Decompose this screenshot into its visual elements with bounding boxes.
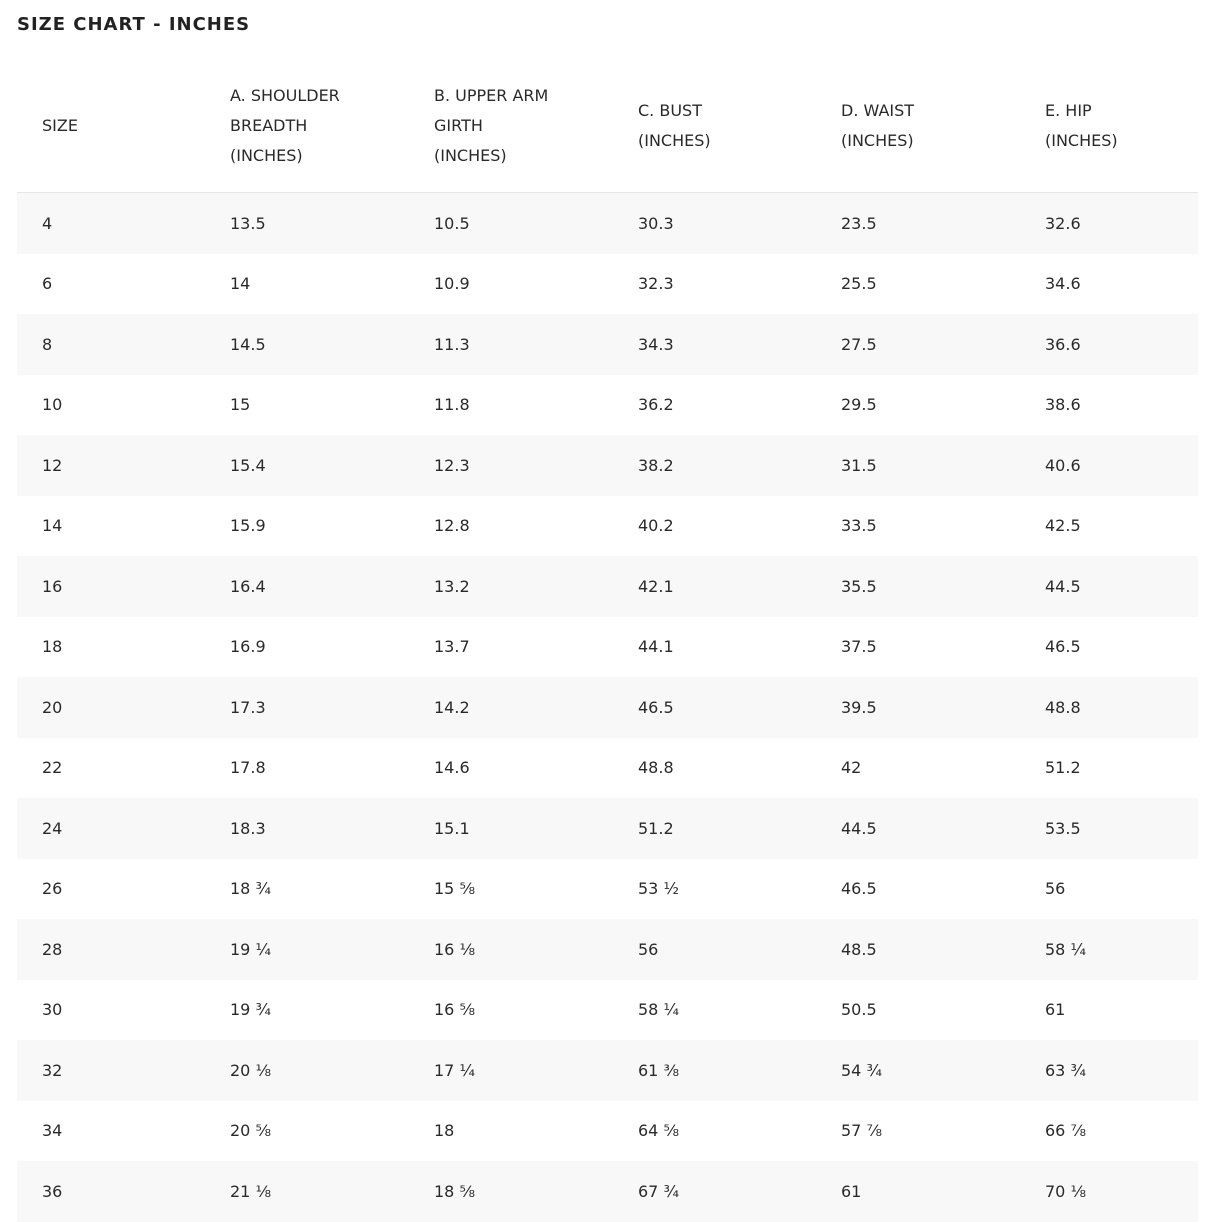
cell-upper-arm-girth: 14.6 bbox=[409, 738, 613, 799]
table-row bbox=[17, 798, 1198, 859]
cell-hip: 51.2 bbox=[1020, 738, 1198, 799]
cell-shoulder-breadth: 19 ¾ bbox=[205, 980, 409, 1041]
cell-shoulder-breadth: 18 ¾ bbox=[205, 859, 409, 920]
cell-size: 30 bbox=[17, 980, 205, 1041]
cell-shoulder-breadth: 14 bbox=[205, 254, 409, 315]
cell-size: 20 bbox=[17, 677, 205, 738]
cell-shoulder-breadth: 17.8 bbox=[205, 738, 409, 799]
cell-hip: 53.5 bbox=[1020, 798, 1198, 859]
cell-waist: 54 ¾ bbox=[816, 1040, 1020, 1101]
table-row bbox=[17, 617, 1198, 678]
cell-hip: 38.6 bbox=[1020, 375, 1198, 436]
cell-size: 4 bbox=[17, 193, 205, 254]
cell-bust: 64 ⅝ bbox=[613, 1101, 816, 1162]
cell-hip: 36.6 bbox=[1020, 314, 1198, 375]
cell-upper-arm-girth: 13.7 bbox=[409, 617, 613, 678]
cell-shoulder-breadth: 14.5 bbox=[205, 314, 409, 375]
cell-hip: 32.6 bbox=[1020, 193, 1198, 254]
cell-hip: 34.6 bbox=[1020, 254, 1198, 315]
cell-waist: 25.5 bbox=[816, 254, 1020, 315]
cell-waist: 48.5 bbox=[816, 919, 1020, 980]
cell-bust: 42.1 bbox=[613, 556, 816, 617]
cell-upper-arm-girth: 14.2 bbox=[409, 677, 613, 738]
cell-waist: 57 ⅞ bbox=[816, 1101, 1020, 1162]
cell-upper-arm-girth: 16 ⅝ bbox=[409, 980, 613, 1041]
cell-shoulder-breadth: 15.9 bbox=[205, 496, 409, 557]
cell-bust: 32.3 bbox=[613, 254, 816, 315]
cell-hip: 61 bbox=[1020, 980, 1198, 1041]
cell-upper-arm-girth: 18 bbox=[409, 1101, 613, 1162]
cell-shoulder-breadth: 16.9 bbox=[205, 617, 409, 678]
cell-upper-arm-girth: 12.8 bbox=[409, 496, 613, 557]
cell-size: 26 bbox=[17, 859, 205, 920]
cell-upper-arm-girth: 11.3 bbox=[409, 314, 613, 375]
cell-shoulder-breadth: 18.3 bbox=[205, 798, 409, 859]
cell-size: 18 bbox=[17, 617, 205, 678]
cell-bust: 67 ¾ bbox=[613, 1161, 816, 1222]
cell-hip: 42.5 bbox=[1020, 496, 1198, 557]
page-title: SIZE CHART - INCHES bbox=[17, 14, 251, 35]
table-row bbox=[17, 375, 1198, 436]
table-row bbox=[17, 1161, 1198, 1222]
cell-waist: 27.5 bbox=[816, 314, 1020, 375]
cell-upper-arm-girth: 15 ⅝ bbox=[409, 859, 613, 920]
table-row bbox=[17, 1101, 1198, 1162]
cell-bust: 36.2 bbox=[613, 375, 816, 436]
cell-waist: 42 bbox=[816, 738, 1020, 799]
cell-shoulder-breadth: 13.5 bbox=[205, 193, 409, 254]
size-chart-table bbox=[17, 60, 1198, 1222]
cell-bust: 48.8 bbox=[613, 738, 816, 799]
cell-bust: 53 ½ bbox=[613, 859, 816, 920]
cell-shoulder-breadth: 17.3 bbox=[205, 677, 409, 738]
table-body bbox=[17, 193, 1198, 1222]
cell-shoulder-breadth: 21 ⅛ bbox=[205, 1161, 409, 1222]
cell-bust: 44.1 bbox=[613, 617, 816, 678]
column-header-shoulder-breadth: A. SHOULDER BREADTH (INCHES) bbox=[205, 60, 409, 193]
cell-size: 6 bbox=[17, 254, 205, 315]
column-header-size: SIZE bbox=[17, 60, 205, 193]
cell-upper-arm-girth: 18 ⅝ bbox=[409, 1161, 613, 1222]
cell-waist: 29.5 bbox=[816, 375, 1020, 436]
cell-waist: 23.5 bbox=[816, 193, 1020, 254]
table-row bbox=[17, 980, 1198, 1041]
cell-hip: 56 bbox=[1020, 859, 1198, 920]
cell-upper-arm-girth: 13.2 bbox=[409, 556, 613, 617]
cell-size: 28 bbox=[17, 919, 205, 980]
cell-hip: 58 ¼ bbox=[1020, 919, 1198, 980]
cell-size: 10 bbox=[17, 375, 205, 436]
table-row bbox=[17, 738, 1198, 799]
cell-upper-arm-girth: 15.1 bbox=[409, 798, 613, 859]
cell-upper-arm-girth: 10.9 bbox=[409, 254, 613, 315]
cell-hip: 63 ¾ bbox=[1020, 1040, 1198, 1101]
cell-bust: 58 ¼ bbox=[613, 980, 816, 1041]
cell-bust: 46.5 bbox=[613, 677, 816, 738]
cell-size: 36 bbox=[17, 1161, 205, 1222]
cell-size: 14 bbox=[17, 496, 205, 557]
cell-shoulder-breadth: 20 ⅛ bbox=[205, 1040, 409, 1101]
table-row bbox=[17, 556, 1198, 617]
cell-waist: 33.5 bbox=[816, 496, 1020, 557]
table-row bbox=[17, 496, 1198, 557]
column-header-hip: E. HIP (INCHES) bbox=[1020, 60, 1198, 193]
cell-upper-arm-girth: 16 ⅛ bbox=[409, 919, 613, 980]
cell-shoulder-breadth: 16.4 bbox=[205, 556, 409, 617]
table-row bbox=[17, 677, 1198, 738]
cell-size: 32 bbox=[17, 1040, 205, 1101]
cell-upper-arm-girth: 17 ¼ bbox=[409, 1040, 613, 1101]
cell-upper-arm-girth: 12.3 bbox=[409, 435, 613, 496]
column-header-bust: C. BUST (INCHES) bbox=[613, 60, 816, 193]
cell-hip: 40.6 bbox=[1020, 435, 1198, 496]
cell-hip: 46.5 bbox=[1020, 617, 1198, 678]
table-row bbox=[17, 859, 1198, 920]
column-header-upper-arm-girth: B. UPPER ARM GIRTH (INCHES) bbox=[409, 60, 613, 193]
cell-waist: 46.5 bbox=[816, 859, 1020, 920]
header-row bbox=[17, 60, 1198, 193]
cell-bust: 30.3 bbox=[613, 193, 816, 254]
cell-upper-arm-girth: 11.8 bbox=[409, 375, 613, 436]
cell-shoulder-breadth: 15 bbox=[205, 375, 409, 436]
cell-size: 22 bbox=[17, 738, 205, 799]
cell-size: 12 bbox=[17, 435, 205, 496]
cell-bust: 61 ⅜ bbox=[613, 1040, 816, 1101]
table-row bbox=[17, 919, 1198, 980]
cell-size: 24 bbox=[17, 798, 205, 859]
cell-upper-arm-girth: 10.5 bbox=[409, 193, 613, 254]
table-row bbox=[17, 193, 1198, 254]
cell-size: 34 bbox=[17, 1101, 205, 1162]
cell-waist: 61 bbox=[816, 1161, 1020, 1222]
cell-hip: 66 ⅞ bbox=[1020, 1101, 1198, 1162]
cell-bust: 51.2 bbox=[613, 798, 816, 859]
cell-bust: 34.3 bbox=[613, 314, 816, 375]
cell-shoulder-breadth: 20 ⅝ bbox=[205, 1101, 409, 1162]
cell-hip: 44.5 bbox=[1020, 556, 1198, 617]
cell-waist: 37.5 bbox=[816, 617, 1020, 678]
cell-waist: 39.5 bbox=[816, 677, 1020, 738]
cell-size: 16 bbox=[17, 556, 205, 617]
table-row bbox=[17, 1040, 1198, 1101]
cell-waist: 31.5 bbox=[816, 435, 1020, 496]
cell-hip: 70 ⅛ bbox=[1020, 1161, 1198, 1222]
cell-bust: 56 bbox=[613, 919, 816, 980]
cell-hip: 48.8 bbox=[1020, 677, 1198, 738]
cell-bust: 38.2 bbox=[613, 435, 816, 496]
cell-waist: 35.5 bbox=[816, 556, 1020, 617]
cell-waist: 50.5 bbox=[816, 980, 1020, 1041]
cell-shoulder-breadth: 15.4 bbox=[205, 435, 409, 496]
table-row bbox=[17, 435, 1198, 496]
cell-bust: 40.2 bbox=[613, 496, 816, 557]
cell-shoulder-breadth: 19 ¼ bbox=[205, 919, 409, 980]
column-header-waist: D. WAIST (INCHES) bbox=[816, 60, 1020, 193]
cell-size: 8 bbox=[17, 314, 205, 375]
table-row bbox=[17, 254, 1198, 315]
table-row bbox=[17, 314, 1198, 375]
cell-waist: 44.5 bbox=[816, 798, 1020, 859]
